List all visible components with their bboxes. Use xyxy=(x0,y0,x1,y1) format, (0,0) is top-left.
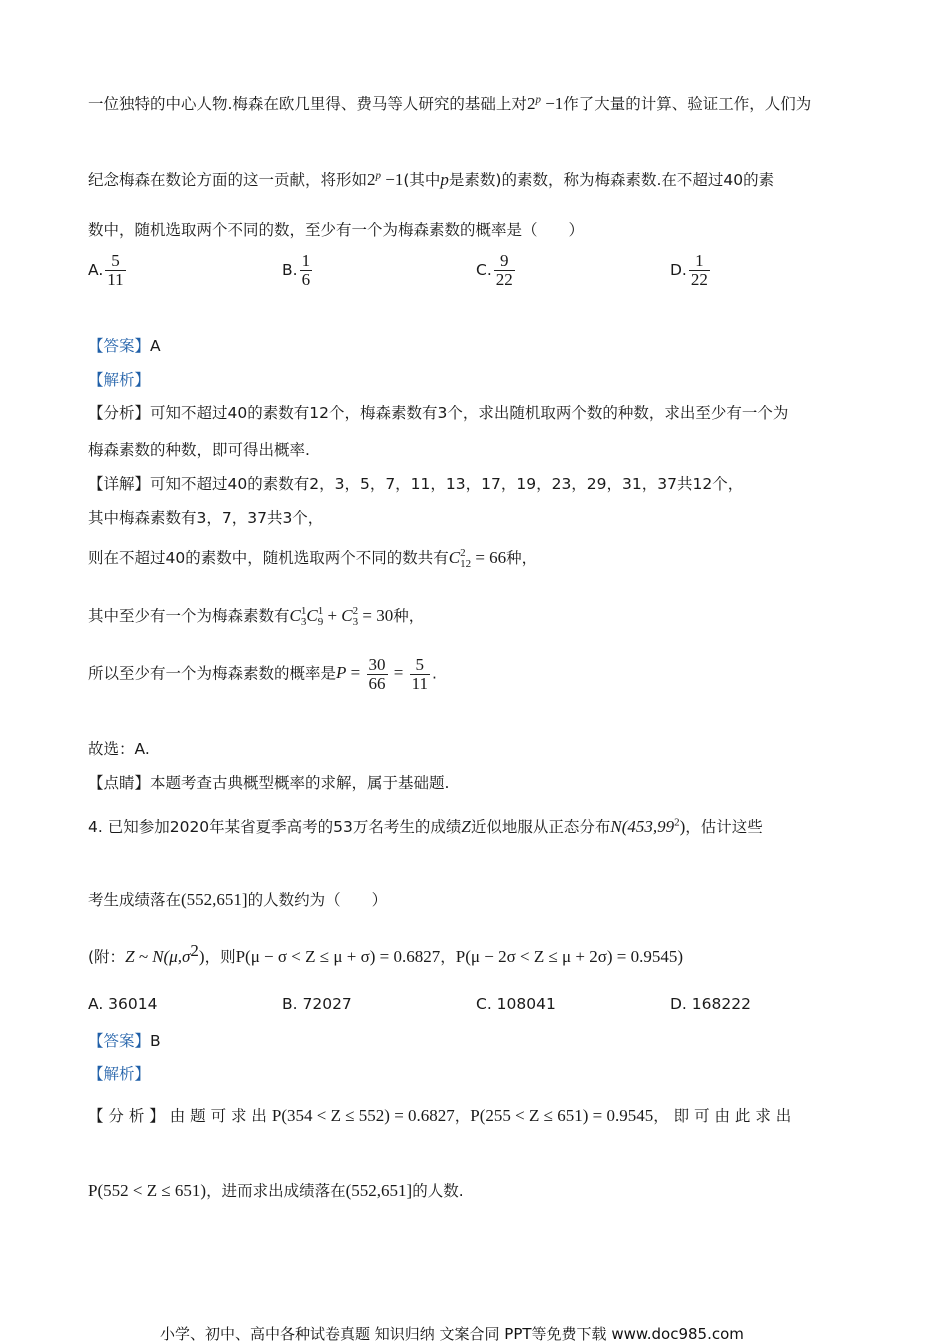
mersenne-formula: $2^p -1$ xyxy=(367,169,404,189)
q3-option-b: B. $\frac{1}{6}$ xyxy=(282,251,311,289)
normal-distribution: N(453,99$^2$) xyxy=(610,816,686,836)
option-fraction: $\frac{9}{22}$ xyxy=(495,251,513,289)
option-fraction: $\frac{5}{11}$ xyxy=(107,251,124,289)
q3-fenxi-1: 【分析】可知不超过40的素数有12个，梅森素数有3个，求出随机取两个数的种数，求出至少有一个为 xyxy=(88,404,789,422)
q4-fenxi-1: 【 分 析 】 由 题 可 求 出 P(354 < Z ≤ 552) = 0.6827，P(255 < Z ≤ 651) = 0.9545， 即 可 由 此 求 出 xyxy=(88,1106,792,1125)
q3-fenxi-2: 梅森素数的种数，即可得出概率. xyxy=(88,441,310,459)
probability-formula: P = $\frac{30}{66}$ = $\frac{5}{11}$ xyxy=(336,655,428,693)
q3-line-1: 一位独特的中心人物.梅森在欧几里得、费马等人研究的基础上对$2^p -1$作了大量的计算、验证工作，人们为 xyxy=(88,93,812,113)
q4-option-c: C. 108041 xyxy=(476,995,556,1013)
q3-option-c: C. $\frac{9}{22}$ xyxy=(476,251,513,289)
p-symbol: p xyxy=(440,170,449,189)
combination-part: C 1 3 C 1 9 + C 2 3 = 30 xyxy=(289,605,394,629)
q4-answer: 【答案】B xyxy=(88,1032,161,1050)
q3-dianjing: 【点睛】本题考查古典概型概率的求解，属于基础题. xyxy=(88,774,450,792)
page-footer: 小学、初中、高中各种试卷真题 知识归纳 文案合同 PPT等免费下载 www.doc985.com xyxy=(160,1325,744,1343)
q3-xiangjie-1: 【详解】可知不超过40的素数有2，3，5，7，11，13，17，19，23，29，31，37共12个， xyxy=(88,475,744,493)
q3-xiangjie-5: 所以至少有一个为梅森素数的概率是P = $\frac{30}{66}$ = $\frac{5}{11}$ . xyxy=(88,655,437,693)
q3-option-d: D. $\frac{1}{22}$ xyxy=(670,251,708,289)
q4-option-b: B. 72027 xyxy=(282,995,352,1013)
option-fraction: $\frac{1}{6}$ xyxy=(301,251,311,289)
option-fraction: $\frac{1}{22}$ xyxy=(690,251,708,289)
q4-note: (附：Z ~ $N(\mu,\sigma^2)$，则P(μ − σ < Z ≤ μ + σ) = 0.6827，P(μ − 2σ < Z ≤ μ + 2σ) = 0.9545) xyxy=(88,941,684,967)
q3-xiangjie-3: 则在不超过40的素数中，随机选取两个不同的数共有C 2 12 = 66种， xyxy=(88,547,538,571)
q3-xiangjie-2: 其中梅森素数有3，7，37共3个， xyxy=(88,509,324,527)
q4-jiexi-tag: 【解析】 xyxy=(88,1065,151,1083)
combination-total: C 2 12 = 66 xyxy=(448,547,507,571)
q3-option-a: A. $\frac{5}{11}$ xyxy=(88,251,124,289)
q3-guxuan: 故选：A. xyxy=(88,740,150,758)
q4-option-a: A. 36014 xyxy=(88,995,158,1013)
mersenne-formula: $2^p -1$ xyxy=(526,93,564,113)
q4-option-d: D. 168222 xyxy=(670,995,751,1013)
q4-fenxi-2: P(552 < Z ≤ 651)，进而求出成绩落在(552,651]的人数. xyxy=(88,1181,464,1200)
q3-jiexi-tag: 【解析】 xyxy=(88,371,151,389)
q3-line-2: 纪念梅森在数论方面的这一贡献，将形如$2^p -1$(其中p是素数)的素数，称为梅森素数.在不超过40的素 xyxy=(88,169,775,189)
q4-line-2: 考生成绩落在(552,651]的人数约为（ ） xyxy=(88,890,388,909)
q3-line-3: 数中，随机选取两个不同的数，至少有一个为梅森素数的概率是（ ） xyxy=(88,221,585,239)
q3-xiangjie-4: 其中至少有一个为梅森素数有C 1 3 C 1 9 + C 2 3 = 30种， xyxy=(88,605,425,629)
q3-answer: 【答案】A xyxy=(88,337,161,355)
q4-line-1: 4. 已知参加2020年某省夏季高考的53万名考生的成绩Z近似地服从正态分布N(453,99$^2$)，估计这些 xyxy=(88,816,763,836)
